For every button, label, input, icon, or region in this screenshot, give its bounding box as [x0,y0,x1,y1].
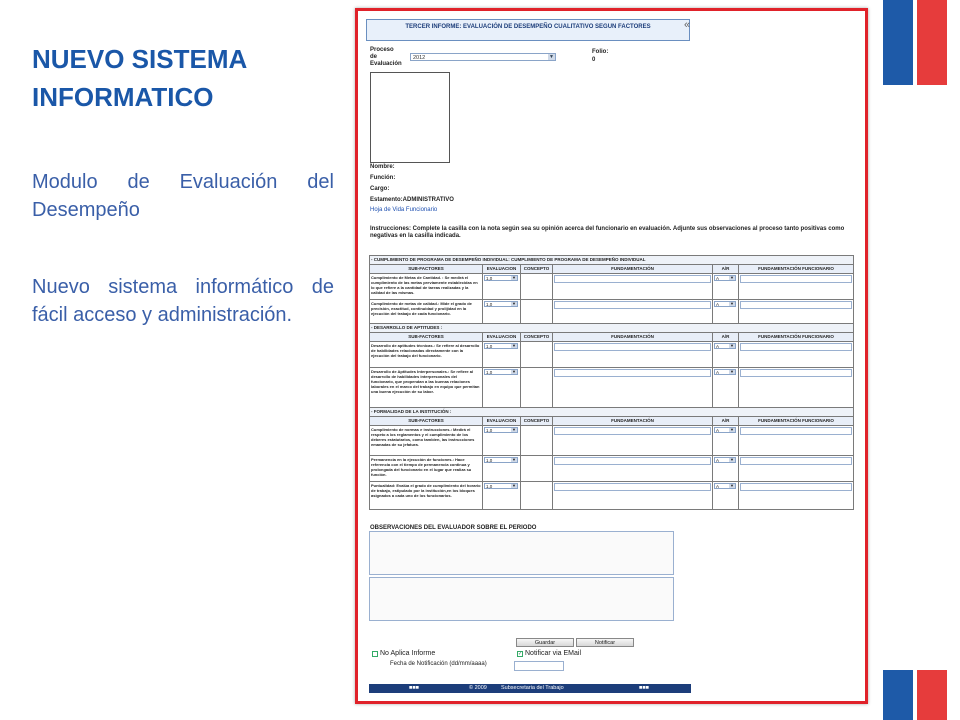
observaciones-label: OBSERVACIONES DEL EVALUADOR SOBRE EL PERIODO [370,525,537,531]
flag-decoration-bottom [883,670,947,720]
col-evaluacion: EVALUACION [483,333,521,342]
folio-value: 0 [592,57,596,63]
chevron-down-icon: ▼ [512,427,516,432]
subfactor-text: Desarrollo de aptitudes técnicas.: Se refiere al desarrollo de habilidades relacionadas directamente con la ejecución del trabajo del funcionario. [370,342,483,368]
concepto-cell [521,274,553,300]
photo-placeholder [370,72,450,163]
chevron-down-icon: ▼ [512,275,516,280]
table-row [370,456,854,482]
col-subfactores: SUB-FACTORES [370,417,483,426]
slide-title: NUEVO SISTEMA INFORMATICO [32,44,247,112]
fundamentacion-funcionario-input[interactable] [740,369,852,377]
evaluacion-select[interactable]: 1,0 ▼ [484,301,518,307]
footer-mark-left: ■■■ [409,685,419,691]
subfactor-text: Permanencia en la ejecución de funciones.: Hace referencia con el tiempo de permanencia continua y prolongada del funcionario en el lugar que realiza su función. [370,456,483,482]
table-row [370,274,854,300]
evaluacion-select[interactable]: 1,0 ▼ [484,427,518,433]
col-ar: A/R [713,265,739,274]
collapse-icon[interactable]: « [684,19,691,31]
footer-year: © 2009 [469,685,487,691]
col-concepto: CONCEPTO [521,417,553,426]
col-ar: A/R [713,333,739,342]
table-row [370,426,854,456]
chevron-down-icon: ▼ [730,301,734,306]
section-title: - FORMALIDAD DE LA INSTITUCIÓN : [370,408,854,417]
concepto-cell [521,368,553,408]
subfactor-text: Cumplimiento de normas e instrucciones.: Medirá el respeto a los reglamentos y el cumplimiento de los deberes estatutarios, como tambien, las instrucciones emanadas de su jefatura. [370,426,483,456]
funcion-label: Función: [370,175,396,181]
chevron-down-icon: ▼ [512,457,516,462]
table-row [370,342,854,368]
evaluacion-select[interactable]: 1,0 ▼ [484,343,518,349]
no-aplica-label: No Aplica Informe [380,650,436,657]
concepto-cell [521,300,553,324]
ar-select[interactable]: A ▼ [714,343,736,349]
ar-select[interactable]: A ▼ [714,483,736,489]
flag-decoration-top [883,0,947,85]
fundamentacion-funcionario-input[interactable] [740,427,852,435]
nombre-label: Nombre: [370,164,395,170]
slide-paragraph-description: Nuevo sistema informático de fácil acceso y administración. [32,276,334,326]
ar-select[interactable]: A ▼ [714,427,736,433]
col-fundamentacion-funcionario: FUNDAMENTACIÓN FUNCIONARIO [739,417,854,426]
subfactor-text: Cumplimiento de Metas de Cantidad. : Se medirá el cumplimiento de las metas previamente establecidas en lo que refiere a la cantidad de tareas realizadas y la calidad de las mismas. [370,274,483,300]
evaluacion-select[interactable]: 1,0 ▼ [484,275,518,281]
concepto-cell [521,426,553,456]
chevron-down-icon: ▼ [512,301,516,306]
evaluacion-select[interactable]: 1,0 ▼ [484,369,518,375]
chevron-down-icon: ▼ [512,483,516,488]
instructions: Instrucciones: Complete la casilla con la nota según sea su opinión acerca del funcionario en evaluación. Adjunte sus observaciones al proceso tanto positivas como negativas en la casilla indicada. [370,226,845,239]
fecha-notificacion-label: Fecha de Notificación (dd/mm/aaaa) [390,661,487,667]
fundamentacion-input[interactable] [554,483,711,491]
concepto-cell [521,456,553,482]
proceso-value: 2012 [413,55,426,61]
chevron-down-icon: ▼ [730,369,734,374]
notificar-email-checkbox[interactable]: ✓ [518,651,523,657]
subfactor-text: Cumplimiento de metas de calidad.: Mide el grado de precisión, exactitud, continuidad y prolijidad en la ejecución del trabajo de cada funcionario. [370,300,483,324]
chevron-down-icon: ▼ [730,343,734,348]
col-fundamentacion-funcionario: FUNDAMENTACIÓN FUNCIONARIO [739,333,854,342]
chevron-down-icon: ▼ [730,275,734,280]
col-fundamentacion: FUNDAMENTACIÓN [553,417,713,426]
footer-bar [369,684,691,693]
subfactor-text: Puntualidad: Evalúa el grado de cumplimiento del horario de trabajo, estipulado por la institución,en los bloques asignados a cada uno de los funcionarios. [370,482,483,510]
fundamentacion-funcionario-input[interactable] [740,343,852,351]
col-fundamentacion: FUNDAMENTACIÓN [553,265,713,274]
col-fundamentacion: FUNDAMENTACIÓN [553,333,713,342]
form-header: TERCER INFORME: EVALUACIÓN DE DESEMPEÑO CUALITATIVO SEGUN FACTORES [366,19,690,41]
fundamentacion-funcionario-input[interactable] [740,483,852,491]
table-row [370,482,854,510]
footer-mark-right: ■■■ [639,685,649,691]
section-title: - CUMPLIMIENTO DE PROGRAMA DE DESEMPEÑO INDIVIDUAL: CUMPLIMIENTO DE PROGRAMA DE DESEMPEÑO INDIVIDUAL [370,256,854,265]
concepto-cell [521,342,553,368]
fundamentacion-input[interactable] [554,301,711,309]
col-evaluacion: EVALUACION [483,417,521,426]
footer-org: Subsecretaria del Trabajo [501,685,564,691]
evaluacion-select[interactable]: 1,0 ▼ [484,457,518,463]
section-title: - DESARROLLO DE APTITUDES : [370,324,854,333]
col-subfactores: SUB-FACTORES [370,333,483,342]
evaluacion-select[interactable]: 1,0 ▼ [484,483,518,489]
no-aplica-checkbox[interactable] [372,651,378,657]
observaciones-textarea-2[interactable] [369,577,674,621]
fundamentacion-input[interactable] [554,457,711,465]
fundamentacion-input[interactable] [554,369,711,377]
col-fundamentacion-funcionario: FUNDAMENTACIÓN FUNCIONARIO [739,265,854,274]
fundamentacion-funcionario-input[interactable] [740,457,852,465]
chevron-down-icon: ▼ [730,427,734,432]
evaluation-table [369,255,854,510]
observaciones-textarea-1[interactable] [369,531,674,575]
guardar-button[interactable]: Guardar [516,638,574,647]
folio-label: Folio: [592,49,609,55]
chevron-down-icon: ▼ [512,369,516,374]
notificar-email-label: Notificar via EMail [525,650,582,657]
ar-select[interactable]: A ▼ [714,457,736,463]
col-ar: A/R [713,417,739,426]
fundamentacion-input[interactable] [554,343,711,351]
estamento-label: Estamento:ADMINISTRATIVO [370,197,454,203]
col-concepto: CONCEPTO [521,333,553,342]
ar-select[interactable]: A ▼ [714,275,736,281]
col-evaluacion: EVALUACION [483,265,521,274]
ar-select[interactable]: A ▼ [714,301,736,307]
chevron-down-icon: ▼ [730,483,734,488]
fundamentacion-input[interactable] [554,275,711,283]
chevron-down-icon: ▼ [549,54,554,60]
subfactor-text: Desarrollo de Aptitudes Interpersonales.: Se refiere al desarrollo de habilidades interpersonales del funcionario, que propendan a las buenas relaciones laborales en el marco del trabajo en equipo que permitan una buena ejecución de su labor. [370,368,483,408]
form-screenshot [355,8,868,704]
chevron-down-icon: ▼ [512,343,516,348]
cargo-label: Cargo: [370,186,390,192]
table-row [370,368,854,408]
proceso-select[interactable] [410,53,556,61]
fundamentacion-funcionario-input[interactable] [740,301,852,309]
concepto-cell [521,482,553,510]
hoja-de-vida-link[interactable]: Hoja de Vida Funcionario [370,207,438,213]
col-subfactores: SUB-FACTORES [370,265,483,274]
ar-select[interactable]: A ▼ [714,369,736,375]
proceso-label: Proceso de Evaluación [370,47,402,67]
slide-paragraph-module: Modulo de Evaluación del Desempeño [32,171,334,221]
fundamentacion-funcionario-input[interactable] [740,275,852,283]
col-concepto: CONCEPTO [521,265,553,274]
chevron-down-icon: ▼ [730,457,734,462]
fundamentacion-input[interactable] [554,427,711,435]
fecha-notificacion-input[interactable] [514,661,564,671]
table-row [370,300,854,324]
notificar-button[interactable]: Notificar [576,638,634,647]
